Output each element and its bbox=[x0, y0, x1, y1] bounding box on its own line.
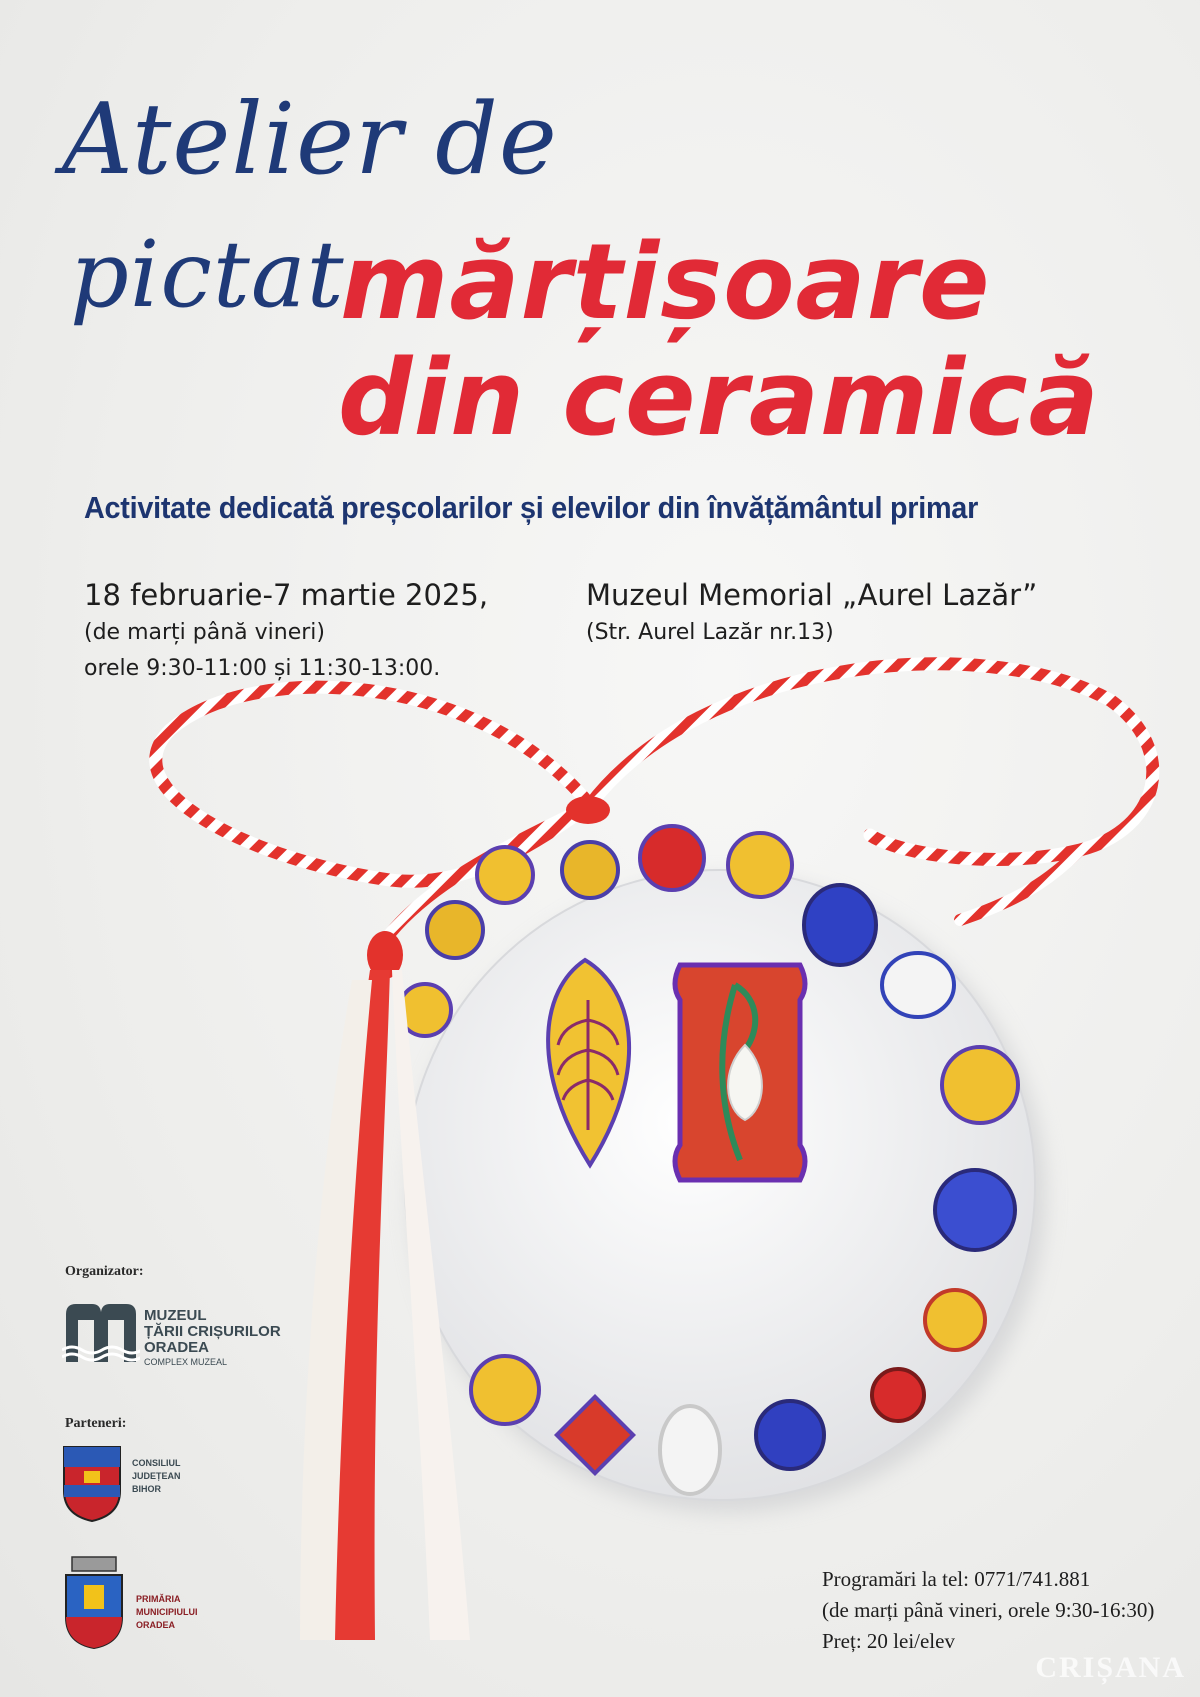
partners-label: Parteneri: bbox=[65, 1416, 127, 1431]
title-line2-script: pictat bbox=[70, 221, 345, 328]
partner1-line2: JUDEȚEAN bbox=[132, 1471, 181, 1481]
organizer-logo-line2: ȚĂRII CRIȘURILOR bbox=[144, 1323, 281, 1340]
organizer-label: Organizator: bbox=[65, 1264, 144, 1279]
watermark: CRIȘANA bbox=[1035, 1651, 1186, 1684]
organizer-logo-line3: ORADEA bbox=[144, 1339, 210, 1356]
schedule-dates: 18 februarie-7 martie 2025, bbox=[84, 578, 489, 612]
contact-hours: (de marți până vineri, orele 9:30-16:30) bbox=[822, 1598, 1155, 1622]
venue-name: Muzeul Memorial „Aurel Lazăr” bbox=[586, 578, 1038, 612]
string-loop-left bbox=[156, 687, 590, 881]
schedule-days: (de marți până vineri) bbox=[84, 620, 325, 645]
organizer-logo-line1: MUZEUL bbox=[144, 1307, 207, 1324]
title-line2-red: mărțișoare bbox=[340, 221, 991, 343]
bihor-coat-of-arms-icon bbox=[62, 1445, 122, 1523]
partner-oradea bbox=[62, 1555, 242, 1650]
string-knot bbox=[566, 796, 610, 824]
venue-address: (Str. Aurel Lazăr nr.13) bbox=[586, 620, 834, 645]
title-line3-red: din ceramică bbox=[338, 337, 1100, 459]
contact-price: Preț: 20 lei/elev bbox=[822, 1629, 955, 1653]
contact-phone: Programări la tel: 0771/741.881 bbox=[822, 1567, 1091, 1591]
title-line1: Atelier de bbox=[62, 83, 558, 197]
partner-bihor bbox=[62, 1445, 242, 1525]
museum-logo-icon bbox=[62, 1300, 140, 1370]
partner1-line1: CONSILIUL bbox=[132, 1458, 181, 1468]
partner2-line1: PRIMĂRIA bbox=[136, 1594, 181, 1604]
partner2-line2: MUNICIPIULUI bbox=[136, 1607, 198, 1617]
organizer-logo bbox=[62, 1300, 322, 1372]
partner1-line3: BIHOR bbox=[132, 1484, 161, 1494]
organizer-logo-line4: COMPLEX MUZEAL bbox=[144, 1357, 228, 1367]
oradea-coat-of-arms-icon bbox=[62, 1555, 126, 1650]
schedule-hours: orele 9:30-11:00 și 11:30-13:00. bbox=[84, 656, 441, 681]
subtitle: Activitate dedicată preșcolarilor și elevilor din învățământul primar bbox=[84, 490, 979, 525]
partner2-line3: ORADEA bbox=[136, 1620, 176, 1630]
